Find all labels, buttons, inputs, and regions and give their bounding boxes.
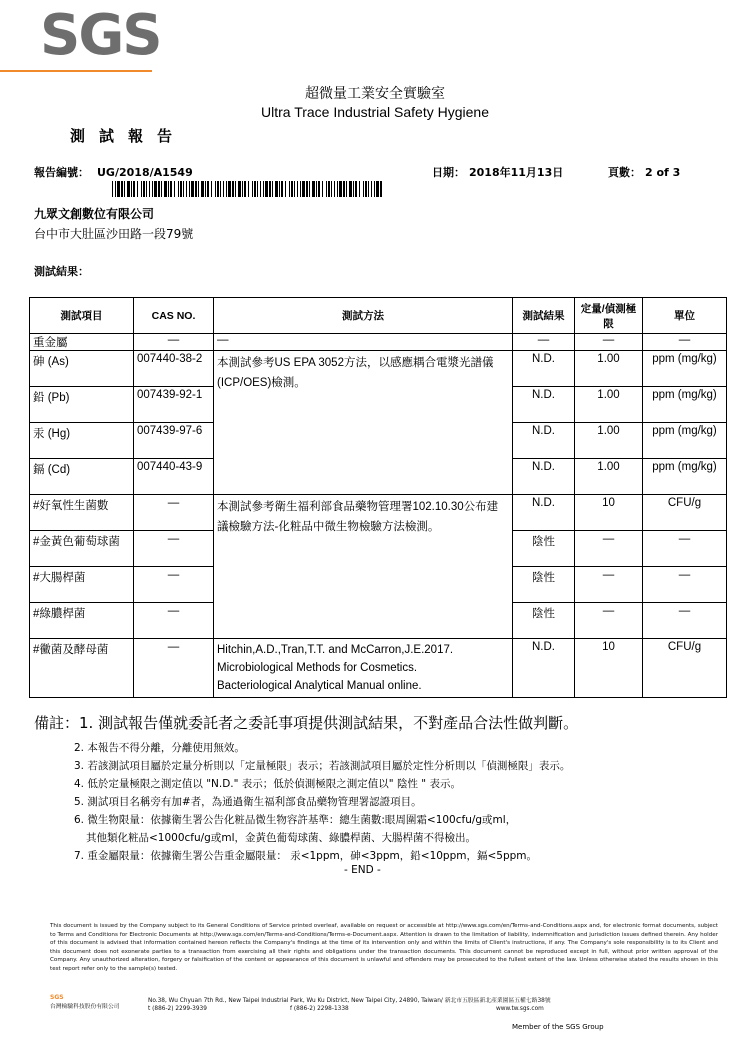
table-row: #黴菌及酵母菌 — Hitchin,A.D.,Tran,T.T. and McCarron,J.E.2017. Microbiological Methods for Cosmetics. Bacteriological Analytical Manual online. N.D. 10 CFU/g — [30, 639, 727, 698]
end-marker: - END - — [344, 864, 381, 876]
note-4: 4. 低於定量極限之測定值以 "N.D." 表示；低於偵測極限之測定值以" 陰性 " 表示。 — [74, 778, 461, 790]
footer-address: No.38, Wu Chyuan 7th Rd., New Taipei Industrial Park, Wu Ku District, New Taipei City, 24890, Taiwan/ 新北市五股區新北產業園區五權七路38號 — [148, 998, 551, 1004]
note-7: 7. 重金屬限量：依據衛生署公告重金屬限量： 汞<1ppm，砷<3ppm，鉛<10ppm，鎘<5ppm。 — [74, 850, 538, 862]
table-row: 鎘 (Cd) 007440-43-9 N.D. 1.00 ppm (mg/kg) — [30, 459, 727, 495]
method-micro: 本測試參考衛生福利部食品藥物管理署102.10.30公布建議檢驗方法-化粧品中微生物檢驗方法檢測。 — [214, 495, 513, 639]
note-5: 5. 測試項目名稱旁有加#者，為通過衛生福利部食品藥物管理署認證項目。 — [74, 796, 422, 808]
header-test-item: 測試項目 — [30, 298, 134, 334]
barcode — [112, 181, 382, 197]
table-row: #綠膿桿菌 — 陰性 — — — [30, 603, 727, 639]
header-cas-no: CAS NO. — [134, 298, 214, 334]
method-fungi: Hitchin,A.D.,Tran,T.T. and McCarron,J.E.2017. Microbiological Methods for Cosmetics. Bacteriological Analytical Manual online. — [214, 639, 513, 698]
table-row: 砷 (As) 007440-38-2 本測試參考US EPA 3052方法，以感應耦合電漿光譜儀(ICP/OES)檢測。 N.D. 1.00 ppm (mg/kg) — [30, 351, 727, 387]
footer-sgs-mark: SGS — [50, 994, 64, 1001]
footer-company: 台灣檢驗科技股份有限公司 — [50, 1004, 120, 1010]
note-6-cont: 其他類化粧品<1000cfu/g或ml，金黃色葡萄球菌、綠膿桿菌、大腸桿菌不得檢出。 — [86, 832, 476, 844]
table-row: 汞 (Hg) 007439-97-6 N.D. 1.00 ppm (mg/kg) — [30, 423, 727, 459]
note-1: 備註：1. 測試報告僅就委託者之委託事項提供測試結果，不對產品合法性做判斷。 — [34, 714, 579, 732]
results-label: 測試結果： — [34, 265, 89, 278]
footer-fax: f (886-2) 2298-1338 — [290, 1006, 349, 1012]
note-6: 6. 微生物限量：依據衛生署公告化粧品微生物容許基準：總生菌數:眼周圍霜<100cfu/g或ml， — [74, 814, 517, 826]
laboratory-name-en: Ultra Trace Industrial Safety Hygiene — [261, 104, 489, 120]
table-header-row — [30, 298, 727, 334]
sgs-logo: SGS — [40, 3, 161, 68]
report-number: 報告編號： UG/2018/A1549 — [34, 166, 193, 179]
table-row: 鉛 (Pb) 007439-92-1 N.D. 1.00 ppm (mg/kg) — [30, 387, 727, 423]
header-limit: 定量/偵測極限 — [575, 298, 643, 334]
method-metals: 本測試參考US EPA 3052方法，以感應耦合電漿光譜儀(ICP/OES)檢測。 — [214, 351, 513, 495]
header-unit: 單位 — [643, 298, 727, 334]
header-test-method: 測試方法 — [214, 298, 513, 334]
note-3: 3. 若該測試項目屬於定量分析則以「定量極限」表示；若該測試項目屬於定性分析則以「偵測極限」表示。 — [74, 760, 571, 772]
header-result: 測試結果 — [513, 298, 575, 334]
table-row: 重金屬 — — — — — — [30, 334, 727, 351]
report-title: 測試報告 — [70, 127, 187, 145]
disclaimer: This document is issued by the Company subject to its General Conditions of Service printed overleaf, available on request or accessible at http://www.sgs.com/en/Terms-and-Conditions.aspx and, for electronic format documents, subject to Terms and Conditions for Electronic Documents at http://www.sgs.com/en/Terms-and-Conditions/Terms-e-Document.aspx. Attention is drawn to the limitation of liability, indemnification and jurisdiction issues defined therein. Any holder of this document is advised that information contained hereon reflects the Company's findings at the time of its intervention only and within the limits of Client's instructions, if any. The Company's sole responsibility is to its Client and this document does not exonerate parties to a transaction from exercising all their rights and obligations under the transaction documents. This document cannot be reproduced except in full, without prior written approval of the Company. Any unauthorized alteration, forgery or falsification of the content or appearance of this document is unlawful and offenders may be prosecuted to the fullest extent of the law. Unless otherwise stated the results shown in this test report refer only to the sample(s) tested. — [50, 923, 718, 972]
table-row: #大腸桿菌 — 陰性 — — — [30, 567, 727, 603]
results-table — [29, 297, 727, 698]
member-of-sgs-group: Member of the SGS Group — [512, 1023, 604, 1031]
logo-underline — [0, 70, 152, 72]
client-company: 九眾文創數位有限公司 — [34, 207, 155, 221]
footer-web: www.tw.sgs.com — [496, 1006, 544, 1012]
note-2: 2. 本報告不得分離，分離使用無效。 — [74, 742, 245, 754]
page-count: 頁數： 2 of 3 — [608, 166, 681, 179]
footer-tel: t (886-2) 2299-3939 — [148, 1006, 207, 1012]
table-row: #金黃色葡萄球菌 — 陰性 — — — [30, 531, 727, 567]
heavy-metals-label: 重金屬 — [30, 334, 134, 351]
report-date: 日期： 2018年11月13日 — [432, 166, 564, 179]
client-address: 台中市大肚區沙田路一段79號 — [34, 227, 194, 241]
table-row: #好氧性生菌數 — 本測試參考衛生福利部食品藥物管理署102.10.30公布建議檢驗方法-化粧品中微生物檢驗方法檢測。 N.D. 10 CFU/g — [30, 495, 727, 531]
laboratory-name-zh: 超微量工業安全實驗室 — [305, 86, 445, 102]
